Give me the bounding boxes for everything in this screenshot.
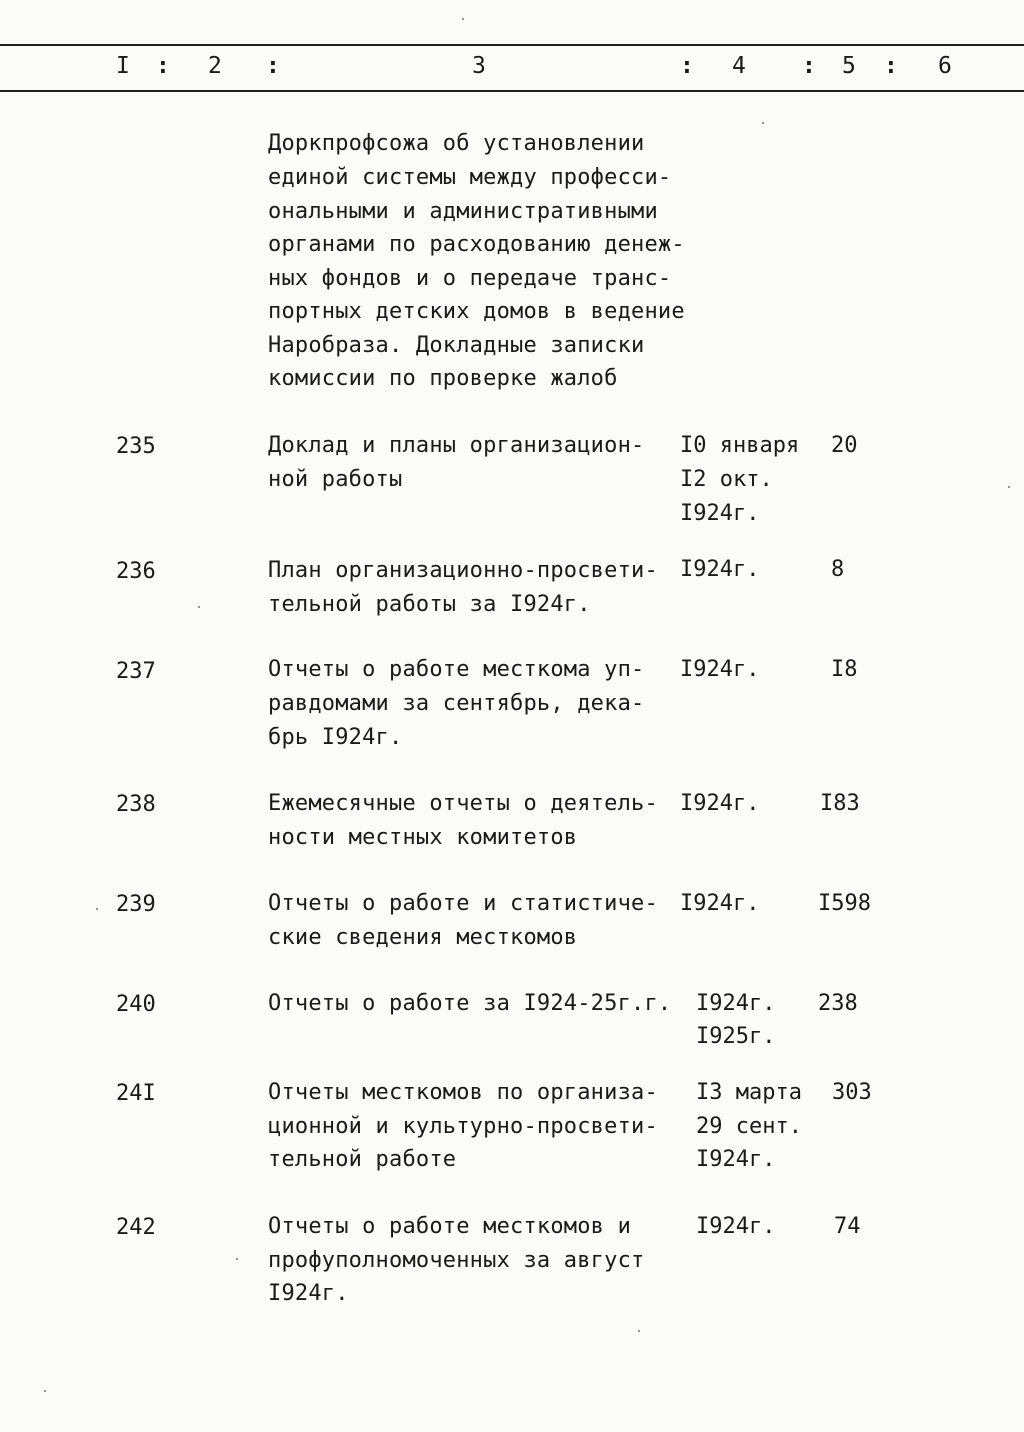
entry-number: 239 bbox=[116, 892, 156, 917]
entry-sheets: 20 bbox=[831, 433, 858, 458]
column-separator: : bbox=[680, 53, 694, 79]
entry-number: 24I bbox=[116, 1081, 156, 1106]
entry-number: 236 bbox=[116, 559, 156, 584]
entry-date-line: I924г. bbox=[680, 791, 760, 816]
entry-sheets: I83 bbox=[820, 791, 860, 816]
entry-title-line: План организационно-просвети- bbox=[268, 558, 658, 583]
entry-date-line: I2 окт. bbox=[680, 467, 773, 492]
intro-line: ональными и административными bbox=[268, 199, 658, 224]
column-header-5: 5 bbox=[842, 53, 856, 79]
entry-date-line: I0 января bbox=[680, 433, 800, 458]
entry-number: 238 bbox=[116, 792, 156, 817]
entry-title-line: ной работы bbox=[268, 467, 403, 492]
entry-date-line: I924г. bbox=[680, 501, 760, 526]
scan-speck bbox=[638, 1330, 640, 1332]
entry-title-line: ционной и культурно-просвети- bbox=[268, 1114, 658, 1139]
intro-line: ных фондов и о передаче транс- bbox=[268, 266, 672, 291]
intro-line: Доркпрофсожа об установлении bbox=[268, 131, 645, 156]
scan-speck bbox=[44, 1390, 46, 1392]
intro-line: портных детских домов в ведение bbox=[268, 299, 685, 324]
entry-sheets: 303 bbox=[832, 1080, 872, 1105]
entry-sheets: I8 bbox=[831, 657, 858, 682]
entry-title-line: Отчеты о работе за I924-25г.г. bbox=[268, 991, 672, 1016]
scan-speck bbox=[462, 18, 464, 20]
entry-number: 235 bbox=[116, 434, 156, 459]
entry-title-line: ские сведения месткомов bbox=[268, 925, 578, 950]
entry-title-line: профуполномоченных за август bbox=[268, 1248, 645, 1273]
column-separator: : bbox=[156, 53, 170, 79]
entry-date-line: I924г. bbox=[696, 1214, 776, 1239]
column-separator: : bbox=[266, 53, 280, 79]
entry-date-line: I924г. bbox=[696, 991, 776, 1016]
intro-line: органами по расходованию денеж- bbox=[268, 232, 685, 257]
entry-sheets: 74 bbox=[834, 1214, 861, 1239]
entry-date-line: I924г. bbox=[680, 891, 760, 916]
entry-title-line: ности местных комитетов bbox=[268, 825, 578, 850]
entry-number: 240 bbox=[116, 992, 156, 1017]
entry-sheets: 8 bbox=[831, 557, 845, 582]
entry-title-line: тельной работы за I924г. bbox=[268, 592, 591, 617]
entry-title-line: Отчеты месткомов по организа- bbox=[268, 1080, 658, 1105]
column-header-2: 2 bbox=[208, 53, 222, 79]
entry-title-line: Отчеты о работе месткома уп- bbox=[268, 657, 645, 682]
column-header-6: 6 bbox=[938, 53, 952, 79]
entry-sheets: 238 bbox=[818, 991, 858, 1016]
entry-sheets: I598 bbox=[818, 891, 871, 916]
intro-line: комиссии по проверке жалоб bbox=[268, 366, 618, 391]
header-bottom-rule bbox=[0, 90, 1024, 92]
entry-title-line: Ежемесячные отчеты о деятель- bbox=[268, 791, 658, 816]
scan-speck bbox=[198, 606, 200, 608]
entry-title-line: брь I924г. bbox=[268, 725, 403, 750]
entry-date-line: I3 марта bbox=[696, 1080, 802, 1105]
entry-date-line: I925г. bbox=[696, 1024, 776, 1049]
scan-speck bbox=[762, 122, 764, 124]
scan-speck bbox=[96, 908, 98, 910]
entry-title-line: Отчеты о работе месткомов и bbox=[268, 1214, 632, 1239]
entry-title-line: тельной работе bbox=[268, 1147, 457, 1172]
entry-title-line: Отчеты о работе и статистиче- bbox=[268, 891, 658, 916]
scan-speck bbox=[236, 1258, 238, 1260]
entry-title-line: Доклад и планы организацион- bbox=[268, 433, 645, 458]
column-header-1: I bbox=[116, 53, 130, 79]
intro-line: единой системы между професси- bbox=[268, 165, 672, 190]
entry-number: 242 bbox=[116, 1215, 156, 1240]
column-header-3: 3 bbox=[472, 53, 486, 79]
entry-title-line: равдомами за сентябрь, дека- bbox=[268, 691, 645, 716]
column-separator: : bbox=[884, 53, 898, 79]
entry-date-line: I924г. bbox=[696, 1147, 776, 1172]
header-top-rule bbox=[0, 44, 1024, 46]
entry-number: 237 bbox=[116, 659, 156, 684]
intro-line: Наробраза. Докладные записки bbox=[268, 333, 645, 358]
entry-date-line: 29 сент. bbox=[696, 1114, 802, 1139]
column-separator: : bbox=[802, 53, 816, 79]
scan-speck bbox=[1008, 486, 1010, 488]
column-header-4: 4 bbox=[732, 53, 746, 79]
entry-title-line: I924г. bbox=[268, 1281, 349, 1306]
entry-date-line: I924г. bbox=[680, 657, 760, 682]
entry-date-line: I924г. bbox=[680, 557, 760, 582]
